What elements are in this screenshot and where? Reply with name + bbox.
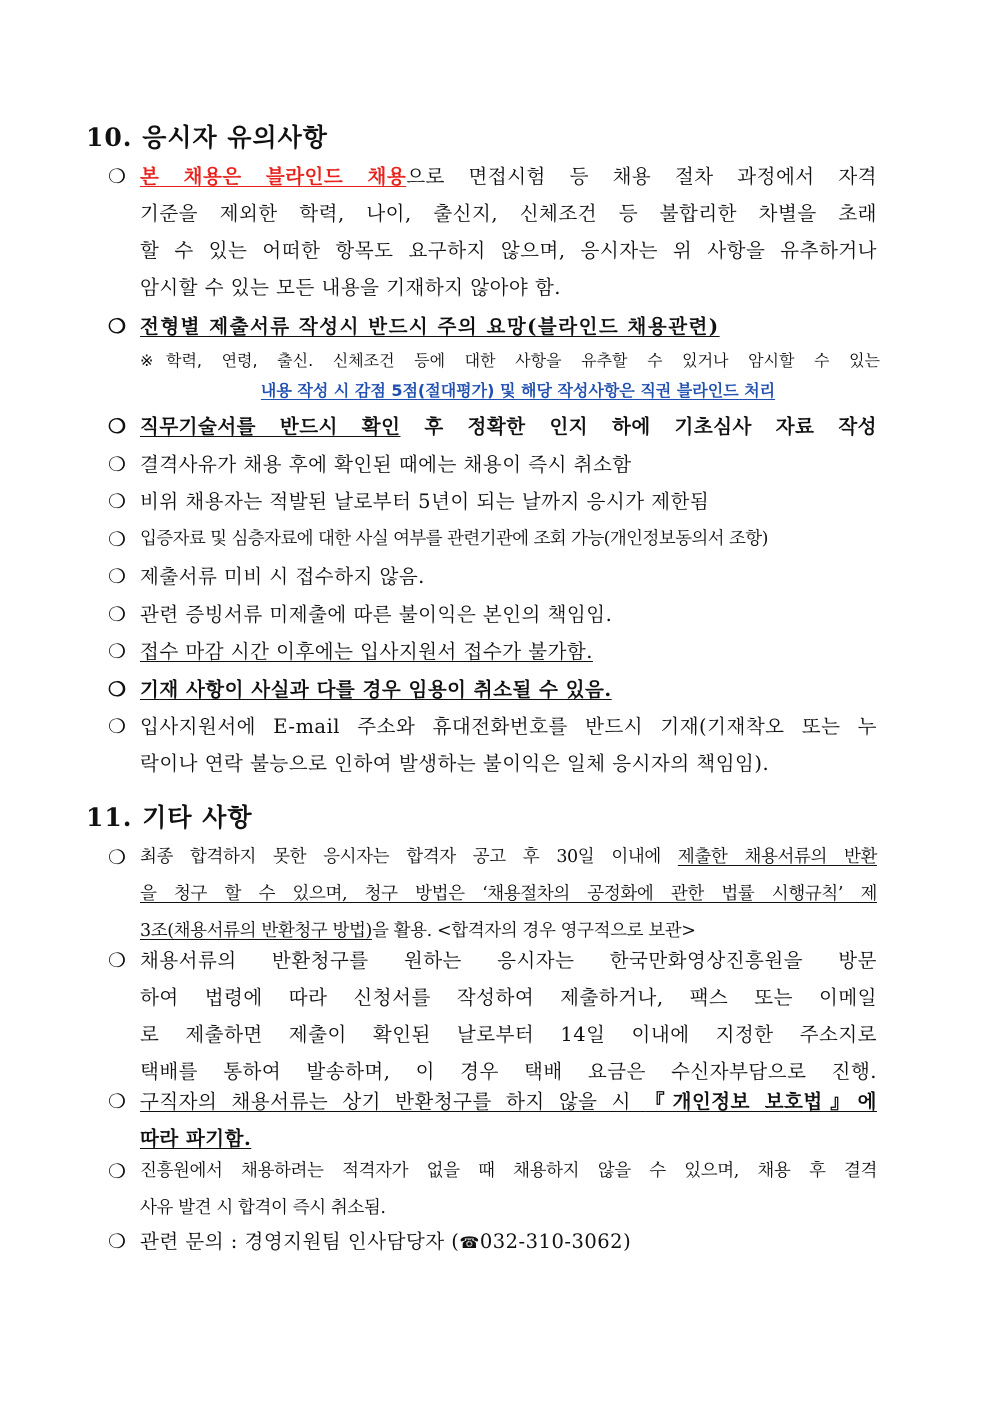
bullet-icon: ❍ — [108, 314, 126, 338]
list-item — [108, 308, 888, 345]
note — [140, 346, 880, 406]
item-line — [140, 671, 877, 708]
list-item — [108, 942, 888, 1090]
item-line: 할 수 있는 어떠한 항목도 요구하지 않으며, 응시자는 위 사항을 유추하거나 — [140, 239, 877, 262]
list-item — [108, 158, 888, 306]
bullet-icon: ❍ — [108, 845, 126, 869]
item-line: 택배를 통하여 발송하며, 이 경우 택배 요금은 수신자부담으로 진행. — [140, 1060, 877, 1083]
bullet-icon: ❍ — [108, 1089, 126, 1113]
item-text: 최종 합격하지 못한 응시자는 합격자 공고 후 30일 이내에 — [140, 847, 678, 867]
item-text: ) — [623, 1230, 632, 1253]
item-line: 로 제출하면 제출이 확인된 날로부터 14일 이내에 지정한 주소지로 — [140, 1023, 877, 1046]
item-line — [140, 158, 877, 195]
contact-line — [140, 1223, 877, 1261]
item-text: 결격사유가 채용 후에 확인된 때에는 채용이 즉시 취소함 — [140, 453, 632, 476]
item-text: 입증자료 및 심층자료에 대한 사실 여부를 관련기관에 조회 가능(개인정보동의서 조항) — [140, 529, 768, 549]
item-text: 을 청구 할 수 있으며, 청구 방법은 ‘채용절차의 공정화에 관한 법률 시행규칙’ 제 — [140, 884, 877, 904]
item-line: 사유 발견 시 합격이 즉시 취소됨. — [140, 1198, 386, 1218]
list-item — [108, 1223, 888, 1261]
list-item — [108, 1083, 888, 1157]
bullet-icon: ❍ — [108, 1159, 126, 1183]
note-line — [166, 376, 870, 406]
item-line: 진흥원에서 채용하려는 적격자가 없을 때 채용하지 않을 수 있으며, 채용 후 결격 — [140, 1161, 877, 1181]
item-text: 따라 파기함. — [140, 1127, 252, 1150]
section-10-title: 10. 응시자 유의사항 — [86, 123, 328, 152]
item-text: 을 활용. <합격자의 경우 영구적으로 보관> — [371, 921, 696, 941]
list-item — [108, 596, 888, 633]
phone-number: 032-310-3062 — [479, 1230, 624, 1253]
item-line — [140, 839, 877, 876]
list-item — [108, 446, 888, 483]
item-text: 기재 사항이 사실과 다를 경우 임용이 취소될 수 있음. — [140, 678, 612, 701]
bullet-icon: ❍ — [108, 639, 126, 663]
bullet-icon: ❍ — [108, 527, 126, 551]
item-text: 관련 증빙서류 미제출에 따른 불이익은 본인의 책임임. — [140, 603, 613, 626]
item-line — [140, 408, 877, 445]
contact-label: 관련 문의 : 경영지원팀 인사담당자 ( — [140, 1230, 460, 1253]
item-line — [140, 1120, 877, 1157]
section-11-title: 11. 기타 사항 — [86, 803, 253, 832]
bullet-icon: ❍ — [108, 414, 126, 438]
item-line: 채용서류의 반환청구를 원하는 응시자는 한국만화영상진흥원을 방문 — [140, 949, 877, 972]
item-line: 락이나 연락 불능으로 인하여 발생하는 불이익은 일체 응시자의 책임임). — [140, 752, 770, 775]
bullet-icon: ❍ — [108, 602, 126, 626]
item-text: 직무기술서를 반드시 확인 — [140, 415, 401, 438]
list-item — [108, 708, 888, 782]
note-line: 학력, 연령, 출신. 신체조건 등에 대한 사항을 유추할 수 있거나 암시할 수 있는 — [166, 351, 880, 370]
penalty-notice: 내용 작성 시 감점 5점(절대평가) 및 해당 작성사항은 직권 블라인드 처리 — [260, 381, 776, 400]
item-text: 제출한 채용서류의 반환 — [677, 847, 878, 867]
item-line: 하여 법령에 따라 신청서를 작성하여 제출하거나, 팩스 또는 이메일 — [140, 986, 877, 1009]
privacy-law-reference: 『개인정보 보호법』에 — [645, 1090, 877, 1113]
bullet-icon: ❍ — [108, 714, 126, 738]
bullet-icon: ❍ — [108, 564, 126, 588]
bullet-icon: ❍ — [108, 452, 126, 476]
list-item — [108, 558, 888, 595]
phone-icon: ☎ — [459, 1233, 480, 1252]
bullet-icon: ❍ — [108, 677, 126, 701]
item-text: 후 정확한 인지 하에 기초심사 자료 작성 — [400, 415, 877, 438]
bullet-icon: ❍ — [108, 1229, 126, 1253]
reference-mark-icon: ※ — [140, 351, 154, 370]
item-text: 비위 채용자는 적발된 날로부터 5년이 되는 날까지 응시가 제한됨 — [140, 490, 710, 513]
list-item — [108, 671, 888, 708]
item-text: 제출서류 미비 시 접수하지 않음. — [140, 565, 425, 588]
item-text: 구직자의 채용서류는 상기 반환청구를 하지 않을 시 — [140, 1090, 646, 1113]
list-item — [108, 521, 888, 558]
bullet-icon: ❍ — [108, 489, 126, 513]
list-item — [108, 408, 888, 445]
blind-hiring-highlight: 본 채용은 블라인드 채용 — [140, 165, 407, 188]
item-line — [140, 1083, 877, 1120]
item-text: 으로 면접시험 등 채용 절차 과정에서 자격 — [406, 165, 877, 188]
list-item — [108, 1153, 888, 1227]
item-line — [140, 876, 877, 913]
item-text: 접수 마감 시간 이후에는 입사지원서 접수가 불가함. — [140, 640, 593, 663]
item-line: 기준을 제외한 학력, 나이, 출신지, 신체조건 등 불합리한 차별을 초래 — [140, 202, 877, 225]
bullet-icon: ❍ — [108, 948, 126, 972]
item-line: 암시할 수 있는 모든 내용을 기재하지 않아야 함. — [140, 276, 561, 299]
item-text: 3조(채용서류의 반환청구 방법) — [140, 921, 372, 941]
item-text: 전형별 제출서류 작성시 반드시 주의 요망(블라인드 채용관련) — [140, 315, 720, 338]
list-item — [108, 633, 888, 670]
list-item — [108, 839, 888, 950]
item-line — [140, 633, 877, 670]
bullet-icon: ❍ — [108, 164, 126, 188]
item-line: 입사지원서에 E-mail 주소와 휴대전화번호를 반드시 기재(기재착오 또는 누 — [140, 715, 877, 738]
list-item — [108, 483, 888, 520]
